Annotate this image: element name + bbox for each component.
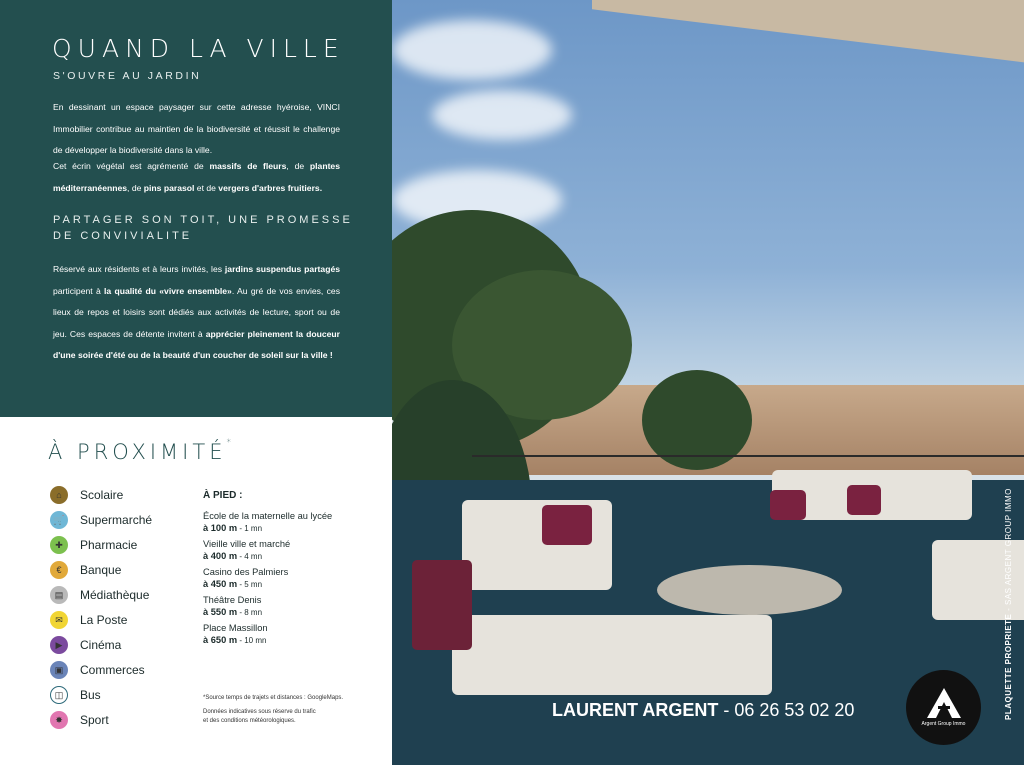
place-name: Vieille ville et marché [203,539,291,549]
book-icon: ▤ [50,586,68,604]
place-time: - 8 mn [237,608,263,617]
amenity-item [50,485,123,505]
place-name: Casino des Palmiers [203,567,289,577]
intro-paragraph-1: En dessinant un espace paysager sur cette adresse hyéroise, VINCI Immobilier contribue au maintien de la biodiversité et réussit le challenge de développer la biodiversité dans la ville. [53,102,340,155]
place-item [203,538,290,563]
intro-panel [0,0,392,417]
vertical-caption: PLAQUETTE PROPRIETE - SAS ARGENT GROUP IMMO [1004,488,1013,720]
argent-group-logo: Argent Group Immo [906,670,981,745]
place-item [203,566,288,591]
school-icon: ⌂ [50,486,68,504]
amenity-item [50,585,149,605]
proximite-title: À PROXIMITÉ* [48,438,231,464]
place-name: Place Massillon [203,623,268,633]
amenity-item [50,535,137,555]
place-item [203,510,332,535]
section-title: PARTAGER SON TOIT, UNE PROMESSE DE CONVIVIALITE [53,214,353,242]
amenity-label: Pharmacie [80,538,138,552]
amenity-item [50,660,145,680]
film-icon: ▶ [50,636,68,654]
place-name: École de la maternelle au lycée [203,511,333,521]
amenity-item [50,610,127,630]
amenity-label: Commerces [80,663,145,677]
place-distance: à 550 m [203,607,238,617]
amenity-label: Scolaire [80,488,124,502]
amenity-item [50,510,152,530]
amenity-item [50,635,121,655]
place-item [203,594,262,619]
mail-icon: ✉ [50,611,68,629]
intro-paragraph-3: Réservé aux résidents et à leurs invités, les jardins suspendus partagés participent à la qualité du «vivre ensemble». Au gré de vos envies, ces lieux de repos et loisirs sont dédiés aux activités de lecture, sport ou de jeu. Ces espaces de détente invitent à apprécier pleinement la douceur d'une soirée d'été ou de la beauté d'un coucher de soleil sur la ville ! [53,264,341,360]
amenity-item [50,685,101,705]
cross-icon: ✚ [50,536,68,554]
place-distance: à 400 m [203,551,238,561]
bus-icon: ◫ [50,686,68,704]
amenity-item [50,560,121,580]
terrace-photo [392,0,1024,765]
agent-contact: LAURENT ARGENT - 06 26 53 02 20 [552,700,855,720]
cart-icon: 🛒 [50,511,68,529]
source-note: *Source temps de trajets et distances : GoogleMaps. [203,695,344,701]
walking-label: À PIED : [203,490,243,501]
place-distance: à 650 m [203,635,238,645]
amenity-label: Sport [80,713,109,727]
logo-a-icon [927,688,961,718]
euro-icon: € [50,561,68,579]
place-name: Théâtre Denis [203,595,262,605]
place-time: - 10 mn [237,636,267,645]
intro-paragraph-2: Cet écrin végétal est agrémenté de massifs de fleurs, de plantes méditerranéennes, de pins parasol et de vergers d'arbres fruitiers. [53,161,340,193]
amenity-label: Banque [80,563,122,577]
place-time: - 5 mn [237,580,263,589]
amenity-label: Cinéma [80,638,122,652]
place-distance: à 100 m [203,523,238,533]
sport-icon: ✸ [50,711,68,729]
disclaimer-note: Données indicatives sous réserve du trafic et des conditions météorologiques. [203,709,316,724]
place-item [203,622,268,647]
shop-icon: ▣ [50,661,68,679]
amenity-label: Bus [80,688,101,702]
place-time: - 4 mn [237,552,263,561]
page-subtitle: S'OUVRE AU JARDIN [53,70,202,82]
place-distance: à 450 m [203,579,238,589]
amenity-label: Médiathèque [80,588,150,602]
page-title: QUAND LA VILLE [52,34,345,63]
amenity-item [50,710,109,730]
amenity-label: Supermarché [80,513,153,527]
place-time: - 1 mn [237,524,263,533]
amenity-label: La Poste [80,613,128,627]
